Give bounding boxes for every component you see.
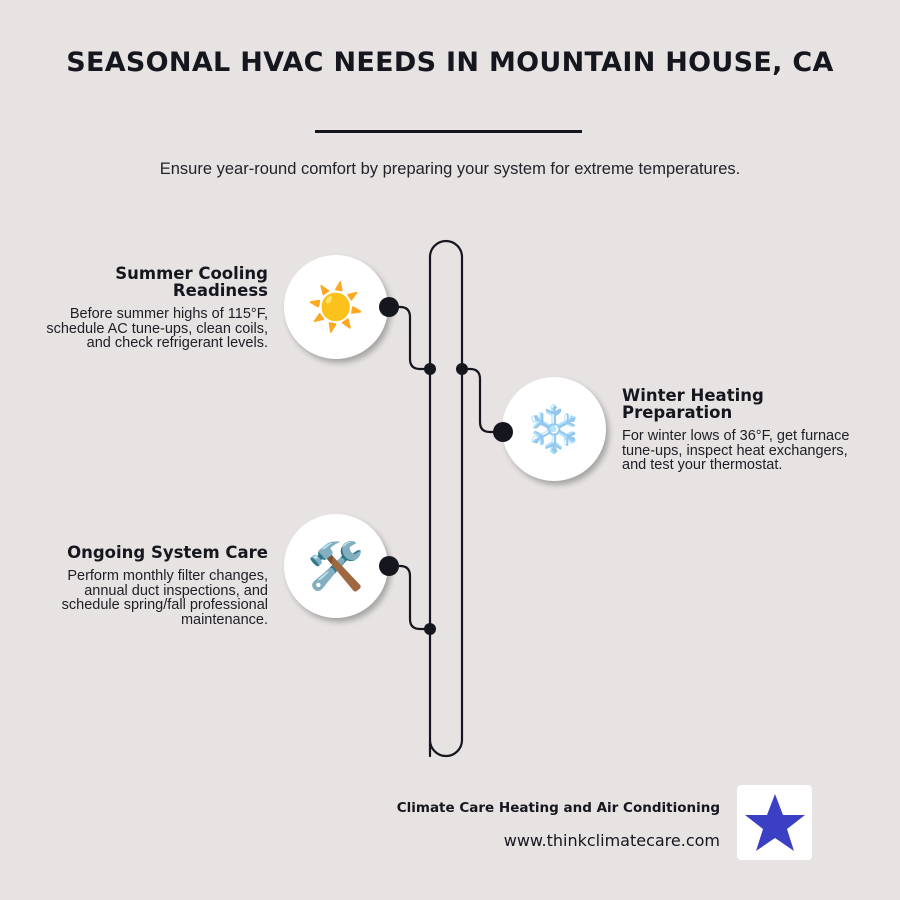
company-website-link[interactable]: www.thinkclimatecare.com	[503, 831, 720, 850]
page-subtitle: Ensure year-round comfort by preparing your system for extreme temperatures.	[159, 160, 741, 178]
item-winter-circle	[502, 377, 606, 481]
junction-dot	[424, 623, 436, 635]
hammer-wrench-icon: 🛠️	[307, 538, 365, 593]
junction-dot	[456, 363, 468, 375]
item-winter-text	[622, 387, 857, 473]
item-ongoing-circle	[284, 514, 388, 618]
item-description: For winter lows of 36°F, get furnace tune-ups, inspect heat exchangers, and test your thermostat.	[622, 428, 850, 473]
junction-dot	[424, 363, 436, 375]
company-name: Climate Care Heating and Air Conditioning	[396, 800, 720, 816]
item-title: Winter Heating Preparation	[622, 386, 764, 422]
item-summer-text	[40, 265, 268, 351]
item-description: Perform monthly filter changes, annual duct inspections, and schedule spring/fall professional maintenance.	[61, 568, 268, 628]
star-icon	[742, 790, 808, 856]
sun-icon: ☀️	[307, 279, 365, 334]
company-logo	[737, 785, 812, 860]
item-ongoing-text	[30, 544, 268, 627]
item-title: Summer Cooling Readiness	[115, 264, 268, 300]
item-summer-circle	[284, 255, 388, 359]
item-title: Ongoing System Care	[67, 543, 268, 562]
item-description: Before summer highs of 115°F, schedule AC tune-ups, clean coils, and check refrigerant levels.	[46, 306, 268, 351]
snowflake-icon: ❄️	[525, 401, 583, 456]
page-title: SEASONAL HVAC NEEDS IN MOUNTAIN HOUSE, CA	[66, 47, 834, 78]
